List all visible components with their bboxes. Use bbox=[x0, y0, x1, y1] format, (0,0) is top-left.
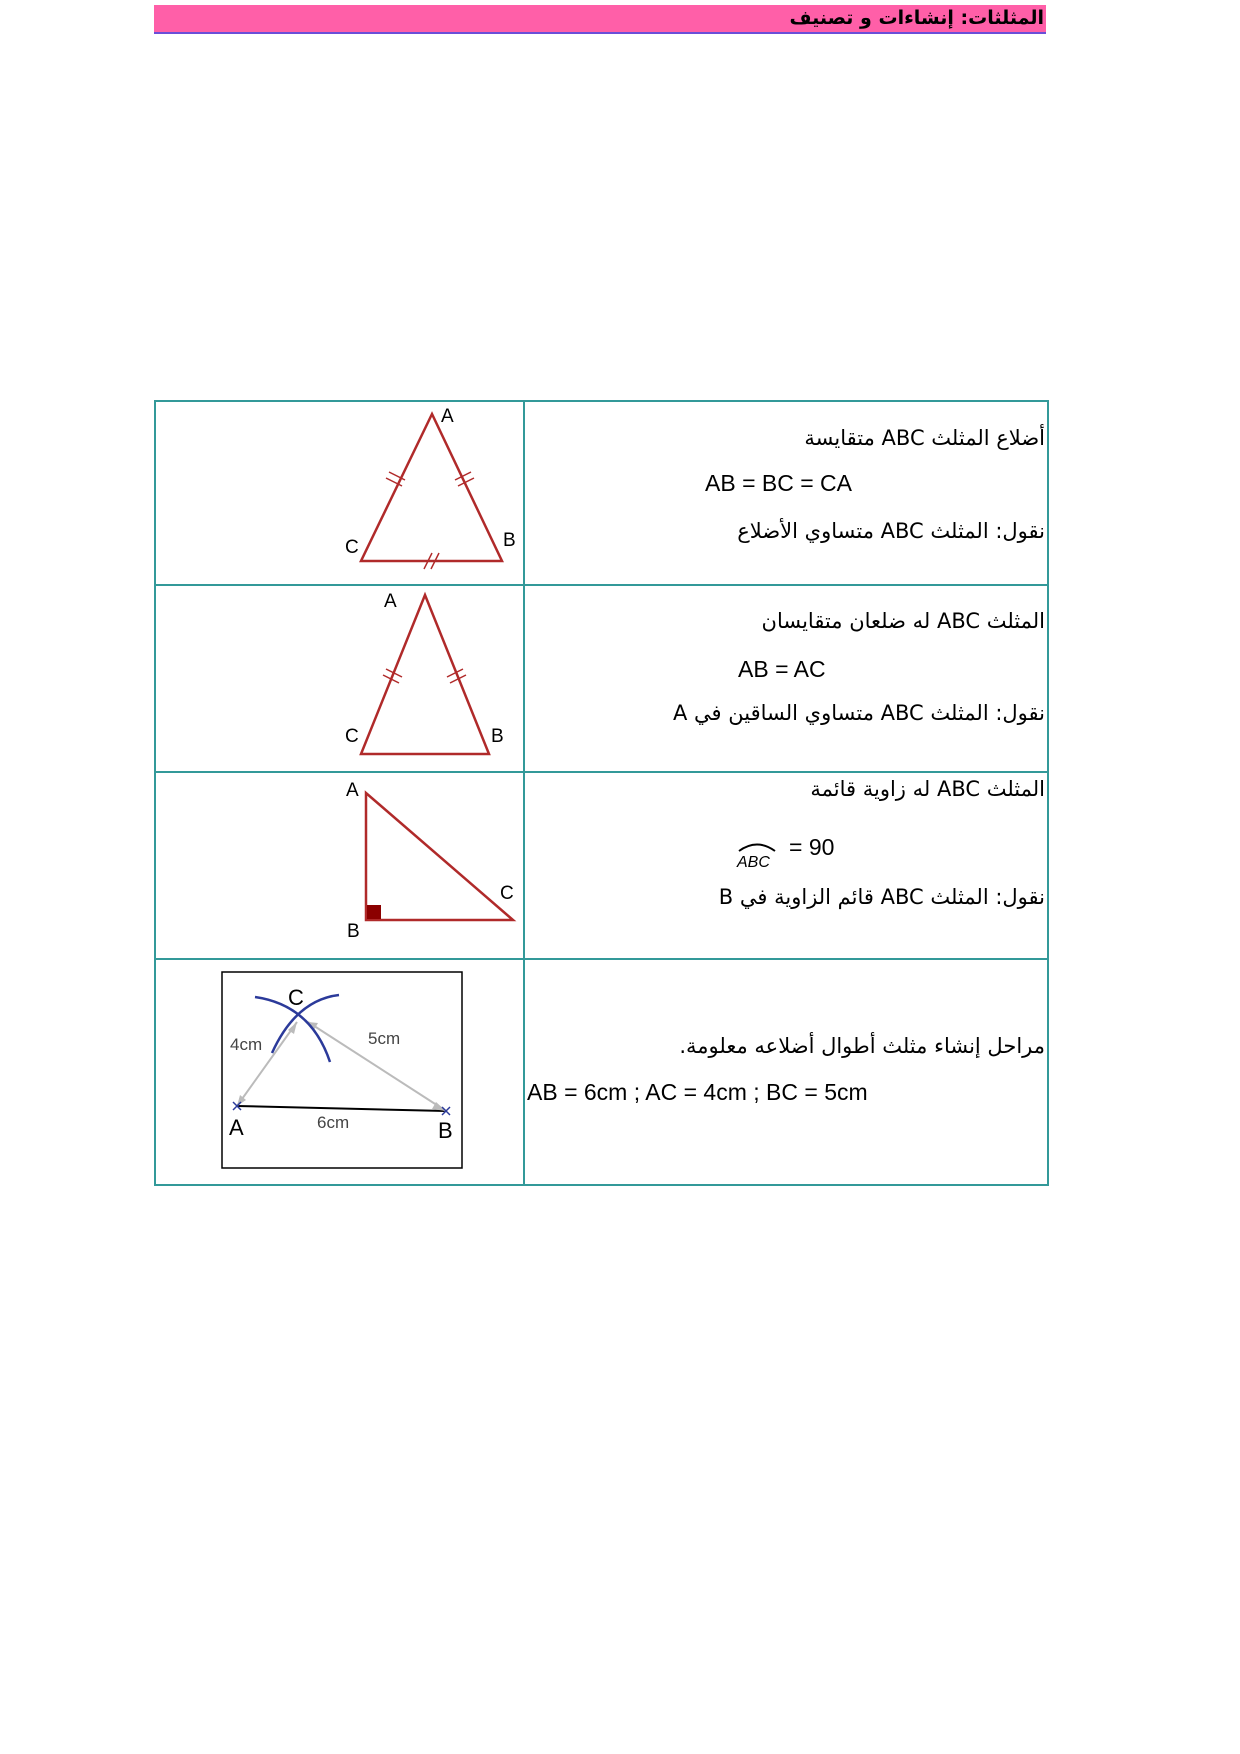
table-row-isosceles bbox=[155, 585, 1048, 772]
equal-side-marks bbox=[386, 472, 474, 569]
vertex-label-b: B bbox=[347, 921, 360, 942]
angle-abc-symbol bbox=[734, 835, 780, 871]
vertex-label-b: B bbox=[438, 1118, 453, 1143]
table-row-construction bbox=[155, 959, 1048, 1185]
row-conclusion: نقول: المثلث ABC متساوي الأضلاع bbox=[737, 519, 1045, 543]
vertex-label-a: A bbox=[384, 591, 397, 612]
text-cell bbox=[524, 959, 1048, 1185]
row-formula: AB = AC bbox=[738, 656, 826, 682]
vertex-label-c: C bbox=[500, 883, 514, 904]
text-cell bbox=[524, 585, 1048, 772]
figure-cell bbox=[155, 772, 524, 959]
row-description: أضلاع المثلث ABC متقايسة bbox=[804, 426, 1045, 450]
row-conclusion: نقول: المثلث ABC متساوي الساقين في A bbox=[672, 701, 1045, 725]
vertex-label-a: A bbox=[346, 780, 359, 801]
vertex-label-c: C bbox=[345, 537, 359, 558]
length-label-bc: 5cm bbox=[368, 1029, 401, 1048]
triangle-shape bbox=[361, 595, 489, 754]
figure-frame bbox=[222, 972, 462, 1168]
row-description: مراحل إنشاء مثلث أطوال أضلاعه معلومة. bbox=[679, 1034, 1045, 1058]
figure-cell bbox=[155, 959, 524, 1185]
triangle-shape bbox=[361, 414, 502, 561]
row-description: المثلث ABC له ضلعان متقايسان bbox=[761, 609, 1045, 633]
row-formula: AB = BC = CA bbox=[705, 470, 853, 496]
row-formula: = 90 bbox=[789, 834, 835, 860]
row-description: المثلث ABC له زاوية قائمة bbox=[810, 777, 1045, 801]
equilateral-triangle-figure bbox=[156, 402, 523, 579]
right-triangle-figure bbox=[156, 773, 523, 953]
angle-label: ABC bbox=[737, 854, 770, 871]
length-label-ac: 4cm bbox=[230, 1035, 263, 1054]
figure-cell bbox=[155, 401, 524, 585]
page-title: المثلثات: إنشاءات و تصنيف bbox=[789, 7, 1044, 29]
table-row-right-triangle bbox=[155, 772, 1048, 959]
figure-cell bbox=[155, 585, 524, 772]
right-angle-mark bbox=[367, 905, 381, 919]
triangle-shape bbox=[366, 793, 513, 920]
vertex-label-c: C bbox=[345, 726, 359, 747]
text-cell bbox=[524, 772, 1048, 959]
isosceles-triangle-figure bbox=[156, 586, 523, 766]
row-formula: AB = 6cm ; AC = 4cm ; BC = 5cm bbox=[527, 1079, 868, 1105]
vertex-label-c: C bbox=[288, 985, 304, 1010]
row-conclusion: نقول: المثلث ABC قائم الزاوية في B bbox=[718, 885, 1045, 909]
vertex-label-a: A bbox=[229, 1115, 244, 1140]
construction-figure bbox=[156, 960, 523, 1179]
triangles-table bbox=[154, 400, 1049, 1186]
table-row-equilateral bbox=[155, 401, 1048, 585]
text-cell bbox=[524, 401, 1048, 585]
angle-arc-icon bbox=[734, 835, 780, 871]
length-label-ab: 6cm bbox=[317, 1113, 350, 1132]
vertex-label-b: B bbox=[503, 530, 516, 551]
vertex-label-b: B bbox=[491, 726, 504, 747]
page-header bbox=[154, 5, 1046, 34]
vertex-label-a: A bbox=[441, 406, 454, 427]
